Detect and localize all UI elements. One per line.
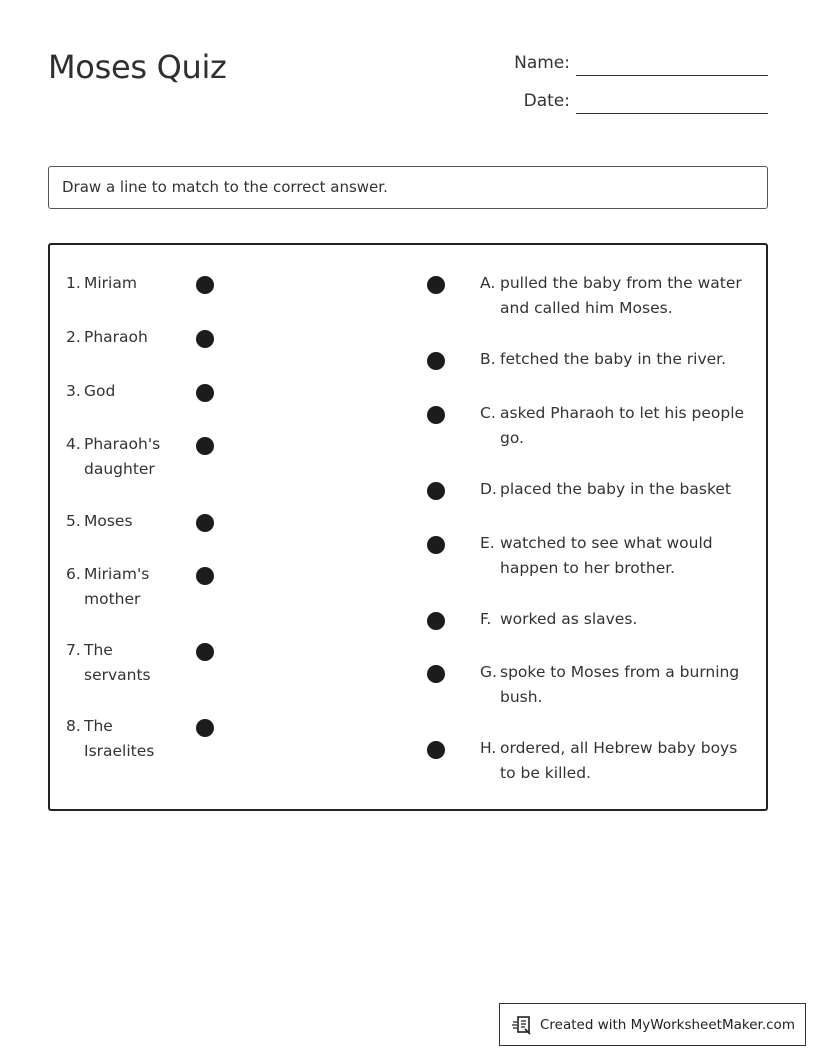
question-match-dot[interactable] — [196, 719, 214, 737]
question-number: 5. — [66, 512, 81, 530]
question-text: The Israelites — [84, 717, 155, 760]
answer-text: fetched the baby in the river. — [500, 350, 727, 368]
answer-match-dot[interactable] — [427, 536, 445, 554]
answer-text: worked as slaves. — [500, 610, 638, 628]
answer-item — [480, 736, 755, 786]
question-item — [66, 432, 176, 482]
answer-text: pulled the baby from the water and called him Moses. — [500, 274, 742, 317]
question-text: God — [84, 382, 116, 400]
answer-text: watched to see what would happen to her brother. — [500, 534, 713, 577]
question-text: Moses — [84, 512, 133, 530]
name-label: Name: — [514, 53, 570, 73]
date-line[interactable] — [576, 92, 768, 114]
date-label: Date: — [523, 91, 570, 111]
question-item — [66, 562, 166, 612]
question-match-dot[interactable] — [196, 276, 214, 294]
name-line[interactable] — [576, 54, 768, 76]
question-text: Miriam — [84, 274, 137, 292]
question-number: 6. — [66, 565, 81, 583]
answer-letter: F. — [480, 610, 492, 628]
answer-text: spoke to Moses from a burning bush. — [500, 663, 740, 706]
answer-match-dot[interactable] — [427, 741, 445, 759]
matching-area — [48, 243, 768, 811]
answer-match-dot[interactable] — [427, 352, 445, 370]
question-number: 2. — [66, 328, 81, 346]
worksheet-maker-logo-icon — [512, 1014, 534, 1036]
answer-item — [480, 531, 730, 581]
answer-item — [480, 271, 755, 321]
question-number: 1. — [66, 274, 81, 292]
question-number: 4. — [66, 435, 81, 453]
question-item — [66, 638, 161, 688]
question-text: Pharaoh's daughter — [84, 435, 161, 478]
answer-item — [480, 607, 755, 632]
answer-item — [480, 347, 755, 372]
instructions-box: Draw a line to match to the correct answer. — [48, 166, 768, 209]
question-text: Miriam's mother — [84, 565, 150, 608]
answer-letter: C. — [480, 404, 496, 422]
footer-credit[interactable] — [499, 1003, 806, 1046]
answer-letter: D. — [480, 480, 497, 498]
answer-letter: B. — [480, 350, 496, 368]
page-title: Moses Quiz — [48, 48, 227, 86]
question-match-dot[interactable] — [196, 330, 214, 348]
answer-match-dot[interactable] — [427, 276, 445, 294]
footer-text: Created with MyWorksheetMaker.com — [540, 1016, 795, 1033]
answer-match-dot[interactable] — [427, 665, 445, 683]
question-match-dot[interactable] — [196, 643, 214, 661]
question-item — [66, 325, 196, 350]
question-text: The servants — [84, 641, 151, 684]
answer-match-dot[interactable] — [427, 612, 445, 630]
question-item — [66, 379, 196, 404]
answer-item — [480, 660, 755, 710]
question-number: 7. — [66, 641, 81, 659]
question-item — [66, 271, 196, 296]
answer-match-dot[interactable] — [427, 406, 445, 424]
question-match-dot[interactable] — [196, 567, 214, 585]
date-field — [524, 90, 768, 112]
question-match-dot[interactable] — [196, 437, 214, 455]
answer-match-dot[interactable] — [427, 482, 445, 500]
answer-item — [480, 477, 755, 502]
answer-text: asked Pharaoh to let his people go. — [500, 404, 745, 447]
question-number: 8. — [66, 717, 81, 735]
answer-letter: A. — [480, 274, 496, 292]
question-item — [66, 714, 166, 764]
answer-item — [480, 401, 755, 451]
question-text: Pharaoh — [84, 328, 148, 346]
question-item — [66, 509, 196, 534]
answer-letter: E. — [480, 534, 495, 552]
answer-letter: G. — [480, 663, 497, 681]
answer-text: ordered, all Hebrew baby boys to be killed. — [500, 739, 738, 782]
question-match-dot[interactable] — [196, 514, 214, 532]
question-number: 3. — [66, 382, 81, 400]
question-match-dot[interactable] — [196, 384, 214, 402]
answer-text: placed the baby in the basket — [500, 480, 731, 498]
name-field — [514, 52, 768, 74]
answer-letter: H. — [480, 739, 497, 757]
